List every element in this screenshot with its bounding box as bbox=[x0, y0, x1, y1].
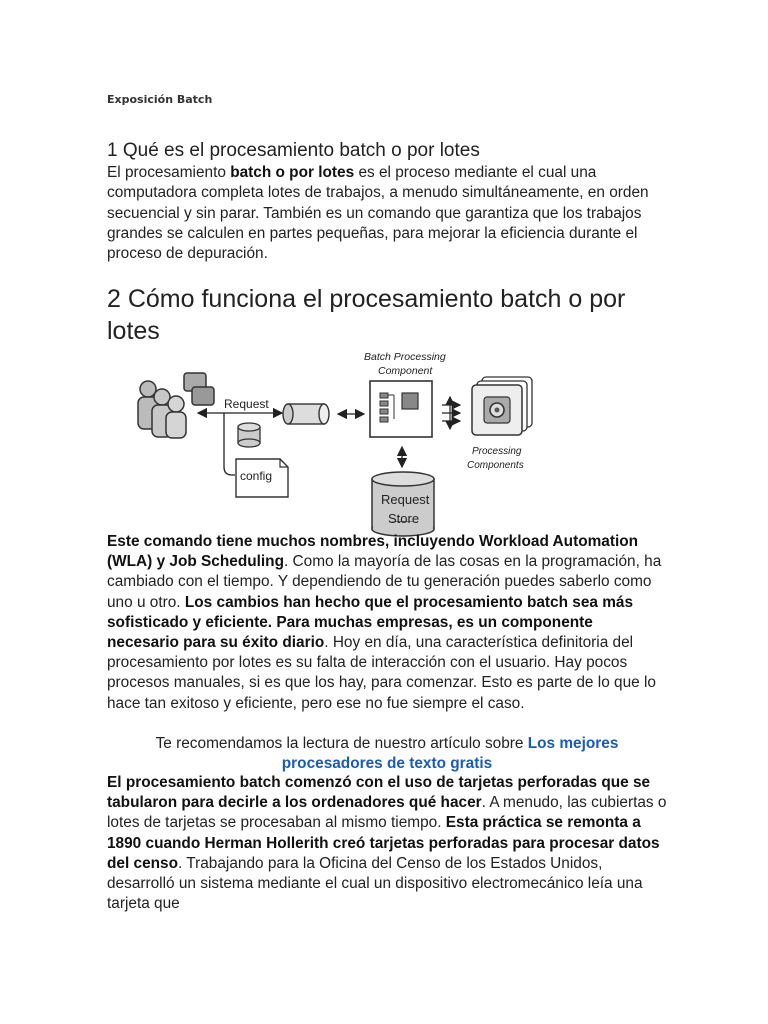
store-label-2: Store bbox=[388, 511, 420, 526]
text-run: . Trabajando para la Oficina del Censo de los Estados Unidos, desarrolló un sistema mediante el cual un dispositivo electromecánico leía una tarjeta que bbox=[107, 854, 643, 913]
component-label-1: Batch Processing bbox=[364, 351, 446, 363]
bold-run: Los cambios han hecho que el procesamiento batch sea más sofisticado y eficiente. Para muchas empresas, es un componente necesario para su éxito diario bbox=[107, 593, 634, 652]
bold-run: El procesamiento batch comenzó con el uso de tarjetas perforadas que se tabularon para decirle a los ordenadores qué hacer bbox=[107, 774, 651, 812]
processing-components-icon bbox=[472, 377, 532, 435]
paragraph-history bbox=[107, 773, 667, 914]
component-label-2: Component bbox=[378, 365, 433, 377]
bold-run: batch o por lotes bbox=[230, 164, 355, 181]
text-run: El procesamiento bbox=[107, 164, 231, 181]
recommendation-text: Te recomendamos la lectura de nuestro artículo sobre bbox=[155, 735, 528, 752]
text-run: . Hoy en día, una característica definitoria del procesamiento por lotes es su falta de interacción con el usuario. Hay pocos procesos manuales, si es que los hay, para comenzar. Esto es parte de lo que lo hace tan exitoso y eficiente, pero ese no fue siempre el caso. bbox=[107, 634, 656, 712]
queue-icon bbox=[283, 404, 329, 424]
database-icon bbox=[238, 423, 260, 447]
bold-run: Este comando tiene muchos nombres, incluyendo Workload Automation (WLA) y Job Scheduling bbox=[107, 533, 639, 571]
section-1-heading: 1 Qué es el procesamiento batch o por lotes bbox=[107, 140, 480, 161]
recommendation-line bbox=[107, 734, 667, 774]
text-run: es el proceso mediante el cual una computadora completa lotes de trabajos, a menudo simultáneamente, en orden secuencial y sin parar. También es un comando que garantiza que los trabajos grandes se calculen en partes pequeñas, para mejorar la eficiencia durante el proceso de depuración. bbox=[107, 164, 649, 263]
devices-icon bbox=[184, 373, 214, 405]
document-title: Exposición Batch bbox=[107, 93, 213, 106]
paragraph-names bbox=[107, 532, 667, 714]
processing-label-2: Components bbox=[467, 460, 524, 471]
processing-label-1: Processing bbox=[472, 446, 522, 457]
config-label: config bbox=[240, 469, 273, 483]
batch-processing-diagram bbox=[132, 347, 542, 537]
article-link[interactable]: Los mejores procesadores de texto gratis bbox=[281, 735, 619, 773]
request-label: Request bbox=[224, 397, 269, 411]
store-label-1: Request bbox=[381, 492, 430, 507]
dispatch-arrows bbox=[442, 397, 460, 429]
section-2-heading: 2 Cómo funciona el procesamiento batch o por lotes bbox=[107, 285, 626, 345]
bold-run: Esta práctica se remonta a 1890 cuando Herman Hollerith creó tarjetas perforadas para procesar datos del censo bbox=[107, 814, 660, 872]
text-run: . A menudo, las cubiertas o lotes de tarjetas se procesaban al mismo tiempo. bbox=[107, 794, 667, 832]
batch-processing-component-box bbox=[370, 381, 432, 437]
text-run: . Como la mayoría de las cosas en la programación, ha cambiado con el tiempo. Y dependiendo de tu generación puedes saberlo como uno u otro. bbox=[107, 553, 662, 611]
section-1-paragraph bbox=[107, 163, 667, 264]
users-icon bbox=[138, 381, 186, 438]
